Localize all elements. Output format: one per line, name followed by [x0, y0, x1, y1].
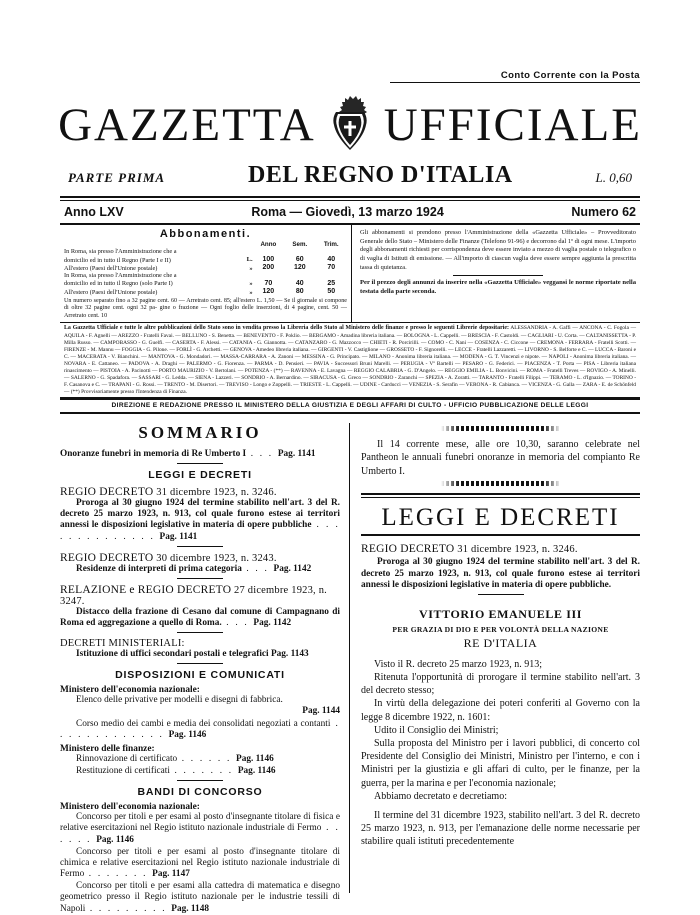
ministry-label: Ministero delle finanze:	[60, 743, 155, 754]
kingdom-label: DEL REGNO D'ITALIA	[248, 162, 513, 188]
masthead-subtitle-row	[60, 162, 640, 189]
summary-entry-text: Residenze di interpreti di prima categoria	[76, 563, 242, 574]
page-number: 1148	[190, 903, 210, 914]
subscriptions-heading: Abbonamenti.	[159, 228, 252, 240]
summary-entry	[60, 754, 340, 765]
leader-dots: . . . . . . . . .	[85, 903, 172, 914]
postal-account-note: Conto Corrente con la Posta	[390, 70, 640, 83]
decree-heading	[60, 552, 340, 564]
leader-dots: . . . . . . . . . . . . .	[60, 718, 340, 740]
section-heading-leggi: LEGGI E DECRETI	[148, 469, 252, 482]
page-number: 1146	[188, 729, 207, 740]
decree-whereas: In virtù della delegazione dei poteri conferiti al Governo con la legge 8 dicembre 1922, n. 1601:	[361, 698, 640, 723]
subscription-rates-table	[64, 241, 347, 296]
leader-dots: . . .	[241, 563, 274, 574]
decree-date-number: 30 dicembre 1923, n. 3243.	[156, 552, 277, 564]
ministry-label: Ministero dell'economia nazionale:	[60, 685, 200, 696]
page-number: 1142	[293, 563, 312, 574]
rates-row: domicilio ed in tutto il Regno (solo Parte I) » 70 40 25	[64, 279, 336, 288]
page-number: 1146	[257, 766, 276, 777]
pantheon-announcement: Il 14 corrente mese, alle ore 10,30, saranno celebrate nel Pantheon le annuali funebri onoranze in memoria del compianto Re Umberto I.	[361, 438, 640, 477]
page-number: 1147	[171, 869, 190, 880]
decree-date-number: 31 dicembre 1923, n. 3246.	[156, 487, 277, 499]
ornament-divider	[441, 426, 561, 431]
decree-summary	[361, 557, 640, 590]
pag-label: Pag.	[96, 834, 114, 845]
leader-dots: . . .	[221, 618, 254, 628]
summary-entry-text: Elenco delle privative per modelli e disegni di fabbrica.	[76, 695, 283, 706]
pag-label: Pag.	[277, 448, 296, 459]
rates-col-trim: Trim.	[323, 241, 339, 248]
summary-entry-text: Concorso per titoli e per esami al posto d'insegnante titolare di fisica e relative esercitazioni nel Regio istituto nazionale industriale di Fermo	[60, 812, 340, 834]
pag-label: Pag.	[168, 729, 186, 740]
summary-entry-text: Distacco della frazione di Cesano dal comune di Campagnano di Roma ed aggregazione a quello di Roma.	[60, 606, 340, 628]
ministerial-heading: DECRETI MINISTERIALI:	[60, 638, 185, 650]
page-number: 1146	[255, 753, 274, 764]
decree-date-number: 27 dicembre 1923, n. 3247.	[60, 584, 327, 607]
pag-label: Pag.	[253, 618, 271, 628]
price-label: L. 0,60	[595, 170, 632, 185]
entry-separator	[177, 780, 223, 781]
decree-kind: REGIO DECRETO	[60, 486, 154, 499]
announcements-price-note: Per il prezzo degli annunzi da inserire nella «Gazzetta Ufficiale» veggansi le norme riportate nella testata della parte seconda.	[360, 279, 636, 296]
summary-entry	[60, 847, 340, 880]
section-rule-bottom	[361, 534, 640, 536]
decree-kind: REGIO DECRETO	[361, 543, 455, 556]
content-columns	[60, 422, 640, 914]
pag-label: Pag.	[171, 903, 189, 914]
summary-entry	[60, 498, 340, 543]
leader-dots: . . . . . . .	[169, 766, 238, 777]
summary-entry	[60, 449, 340, 460]
masthead-title-right: UFFICIALE	[383, 98, 642, 151]
summary-entry	[60, 695, 340, 717]
pag-label: Pag.	[270, 649, 289, 660]
section-heading-bandi: BANDI DI CONCORSO	[137, 786, 263, 799]
issue-year: Anno LXV	[64, 205, 124, 219]
page-number: 1141	[179, 531, 198, 542]
page-number: 1142	[273, 618, 292, 628]
subscriptions-notice	[352, 225, 640, 322]
masthead-title-row	[60, 94, 640, 156]
king-name: VITTORIO EMANUELE III	[418, 606, 583, 621]
direction-line: DIREZIONE E REDAZIONE PRESSO IL MINISTERO DELLA GIUSTIZIA E DEGLI AFFARI DI CULTO - UFFICIO PUBBLICAZIONE DELLE LEGGI	[60, 398, 640, 414]
part-label: PARTE PRIMA	[68, 170, 166, 185]
summary-entry	[60, 881, 340, 914]
decree-kind: RELAZIONE e REGIO DECRETO	[60, 583, 232, 596]
decree-heading	[60, 584, 340, 607]
rates-row: All'estero (Paesi dell'Unione postale) » 120 80 50	[64, 287, 336, 296]
rates-row: In Roma, sia presso l'Amministrazione che a	[64, 248, 177, 256]
decree-whereas: Abbiamo decretato e decretiamo:	[374, 790, 507, 802]
decree-article-body: Il termine del 31 dicembre 1923, stabilito nell'art. 3 del R. decreto 25 marzo 1923, n. 913, per l'emanazione delle norme necessarie per stabilire quali istituti precedentemente	[361, 809, 640, 848]
ornament-divider	[441, 481, 561, 486]
subscriptions-notice-text: Gli abbonamenti si prendono presso l'Amministrazione della «Gazzetta Ufficiale» – Provveditorato Generale dello Stato – Ministero delle Finanze (Telefono 91-96) e decorrono dal 1º di ogni mese. L'importo degli abbonamenti richiesti per corrispondenza deve essere inviato a mezzo di vaglia postale o telegrafico o di vaglia di Istituti di emissione. — All'importo di ciascun vaglia deve essere sempre aggiunta la prescritta tassa di quietanza.	[360, 229, 636, 271]
entry-separator	[177, 546, 223, 547]
ministry-label: Ministero dell'economia nazionale:	[60, 802, 200, 813]
decree-whereas: Visto il R. decreto 25 marzo 1923, n. 913;	[374, 658, 542, 670]
issue-number: Numero 62	[571, 205, 636, 219]
notice-divider	[453, 275, 543, 276]
leader-dots: . . . . . .	[60, 823, 340, 845]
summary-entry	[60, 766, 340, 777]
decree-whereas: Udito il Consiglio dei Ministri;	[374, 724, 499, 736]
pag-label: Pag.	[236, 753, 254, 764]
page-number: 1143	[290, 649, 309, 660]
entry-separator	[177, 463, 223, 464]
rates-header-row	[64, 241, 347, 248]
king-grace-formula: PER GRAZIA DI DIO E PER VOLONTÀ DELLA NAZIONE	[392, 624, 609, 634]
decree-kind: REGIO DECRETO	[60, 551, 154, 564]
summary-entry-text: Proroga al 30 giugno 1924 del termine stabilito nell'art. 3 del R. decreto 25 marzo 1923, n. 913, col quale furono estese ai territori annessi le disposizioni legislative in materia di opere pubbliche	[60, 498, 340, 531]
summary-entry	[60, 649, 340, 660]
entry-separator	[177, 663, 223, 664]
summary-entry	[60, 607, 340, 629]
royal-crest-icon	[322, 94, 378, 156]
booksellers-lead: La Gazzetta Ufficiale e tutte le altre pubblicazioni dello Stato sono in vendita presso la Libreria dello Stato al Ministero delle finanze e presso le seguenti Librerie depositarie:	[64, 325, 509, 332]
decree-heading	[361, 543, 640, 555]
leader-dots: . . . . . . .	[84, 869, 153, 880]
summary-entry	[60, 812, 340, 845]
pag-label: Pag.	[159, 531, 177, 542]
rates-row: All'estero (Paesi dell'Unione postale) » 200 120 70	[64, 263, 336, 272]
summary-entry-text: Rinnovazione di certificato	[76, 753, 178, 764]
entry-separator	[478, 594, 524, 595]
page-number: 1141	[297, 448, 316, 459]
booksellers-names: ALESSANDRIA - A. Gaffi — ANCONA - C. Fogola — AQUILA - F. Agnelli — AREZZO - Fratelli Favai. — BELLUNO - S. Benetta. — BENEVENTO - F. Poklio. — BERGAMO - Amadina libreria italiana. — BOLOGNA - L. Cappelli. — BRESCIA - F. Castoldi. — CAGLIARI - U. Corta. — CALTANISSETTA - P. Milla Russo. — CAMPOBASSO - G. Guelfi. — CASERTA - F. Alessi. — CATANIA - G. Giannotta. — CATANZARO - G. Mazzocco — CHIETI - R. Porcirilli. — COMO - C. Nani — COSENZA - C. Ciccone — CREMONA - FERRARA - Fratelli Scotti. — FIRENZE - M. Mannu — FOGGIA - G. Pilone. — FORLÌ - G. Archetti. — GENOVA - Amedeo libreria italiana. — GIRGENTI - V. Castiglione — GROSSETO - F. Signorelli. — LECCE - Fratelli Lazzaretti. — LIVORNO - S. Belforte e C. — LUCCA - Baroni e C. — MACERATA - V. Bianchini. — MANTOVA - G. Mondadori. — MASSA-CARRARA - A. Zanoni — MESSINA - G. Principato. — MILANO - Anonima libreria italiana. — MODENA - G. T. Vincenzi e nipote. — NAPOLI - Anonima libreria italiana. — NOVARA - E. Cattaneo. — PADOVA - A. Draghi — PALERMO - G. Fiorenza. — PARMA - D. Pensieri. — PAVIA - Successori Bruni Marelli. — PERUGIA - Vº Bartelli — PESARO - G. Federici. — PIACENZA - T. Porta — PISA - Libreria italiana rinascimento — PISTOIA - A. Pacinotti — PORTO MAURIZIO - V. Bertolani. — POTENZA - (**) — RAVENNA - E. Lavagna — REGGIO CALABRIA - G. D'Angelo. — REGGIO EMILIA - L. Bonvicini. — ROMA - Fratelli Treves — ROVIGO - A. Minelli. — SALERNO - G. Spadafora. — SASSARI - G. Ledda. — SIENA - Lazzeri. — SONDRIO - A. Bernardino. — SIRACUSA - G. Greco — SONDRIO - Zaranchi — SPEZIA - A. Zoratti. — TARANTO - Fratelli Filippi. — TERAMO - L. d'Ignazio. — TORINO - F. Casanova e C. — TRAPANI - G. Rossi. — TRENTO - M. Disertori. — TREVISO - Longo e Zoppelli. — TRIESTE - L. Cappelli. — UDINE - Carducci — VENEZIA - S. Serafin — VERONA - R. Cabianca. — VICENZA - G. Galla — ZARA - E. de Schönfeld — (**) Provvisoriamente presso l'Intendenza di Finanza.	[64, 325, 636, 395]
summary-entry-text: Istituzione di uffici secondari postali e telegrafici	[76, 649, 269, 660]
subscriptions-rates	[60, 225, 352, 322]
rates-row: domicilio ed in tutto il Regno (Parte I e II) L. 100 60 40	[64, 255, 336, 264]
leader-dots: . . . . . . . . . . . . . .	[60, 520, 340, 542]
masthead-title-left: GAZZETTA	[58, 98, 316, 151]
subscriptions-footnote: Un numero separato fino a 32 pagine cent. 60 — Arretrato cent. 85; all'estero L. 1,50 — Se il giornale si compone di oltre 32 pagine cent. ogni 32 pa- gine o frazione — Ogni foglio delle inserzioni, di 4 pagine, cent. 50 — Arretrato cent. 10	[64, 298, 347, 319]
summary-entry	[60, 719, 340, 741]
decree-date-number: 31 dicembre 1923, n. 3246.	[457, 544, 578, 556]
summary-entry-text: Concorso per titoli e per esami al posto d'insegnante titolare di chimica e relative esercitazioni nel Regio istituto nazionale industriale di Fermo	[60, 846, 340, 880]
decree-summary-text: Proroga al 30 giugno 1924 del termine stabilito nell'art. 3 del R. decreto 25 marzo 1923, n. 913, col quale furono estese ai territori annessi le disposizioni legislative in materia di opere pubbliche.	[361, 557, 640, 590]
section-heading-disposizioni: DISPOSIZIONI E COMUNICATI	[115, 669, 285, 682]
pag-label: Pag.	[302, 706, 320, 717]
section-rule-top	[361, 493, 640, 498]
pag-label: Pag.	[152, 869, 170, 880]
leader-dots: . . .	[246, 448, 278, 459]
summary-entry-text: Onoranze funebri in memoria di Re Umberto I	[60, 448, 247, 459]
booksellers-list	[60, 323, 640, 398]
summary-heading: SOMMARIO	[138, 422, 262, 442]
entry-separator	[177, 632, 223, 633]
decree-whereas: Ritenuta l'opportunità di prorogare il termine stabilito nell'art. 3 del decreto stesso;	[361, 672, 640, 697]
decree-whereas: Sulla proposta del Ministro per i lavori pubblici, di concerto col Presidente del Consiglio dei Ministri, Ministro per l'interno, e con i Ministri per la giustizia e gli affari di culto, per le finanze, per la guerra, per la marina e per l'economia nazionale;	[361, 738, 640, 789]
pag-label: Pag.	[237, 766, 256, 777]
leader-dots: . . . . . .	[177, 753, 237, 764]
decree-heading	[60, 486, 340, 498]
king-title: RE D'ITALIA	[463, 635, 538, 650]
summary-entry-text: Concorso per titoli e per esami alla cattedra di matematica e disegno geometrico presso il Regio istituto nazionale per le industrie tessili di Napoli	[60, 881, 340, 914]
section-title-leggi: LEGGI E DECRETI	[381, 504, 620, 532]
rates-col-sem: Sem.	[292, 241, 308, 248]
rates-row: In Roma, sia presso l'Amministrazione che a	[64, 272, 177, 280]
subscriptions-section	[60, 223, 640, 323]
pag-label: Pag.	[273, 563, 291, 574]
issue-place-date: Roma — Giovedì, 13 marzo 1924	[251, 205, 444, 219]
rates-col-anno: Anno	[260, 241, 277, 248]
page-number: 1144	[321, 706, 340, 717]
main-text-column	[350, 423, 640, 893]
page-number: 1146	[115, 834, 134, 845]
page-sheet	[58, 70, 642, 914]
entry-separator	[177, 578, 223, 579]
issue-info-row	[60, 201, 640, 223]
summary-entry-text: Corso medio dei cambi e media dei consolidati negoziati a contanti	[76, 718, 331, 729]
summary-column	[60, 422, 350, 914]
summary-entry-text: Restituzione di certificati	[76, 766, 170, 777]
summary-entry	[60, 564, 340, 575]
